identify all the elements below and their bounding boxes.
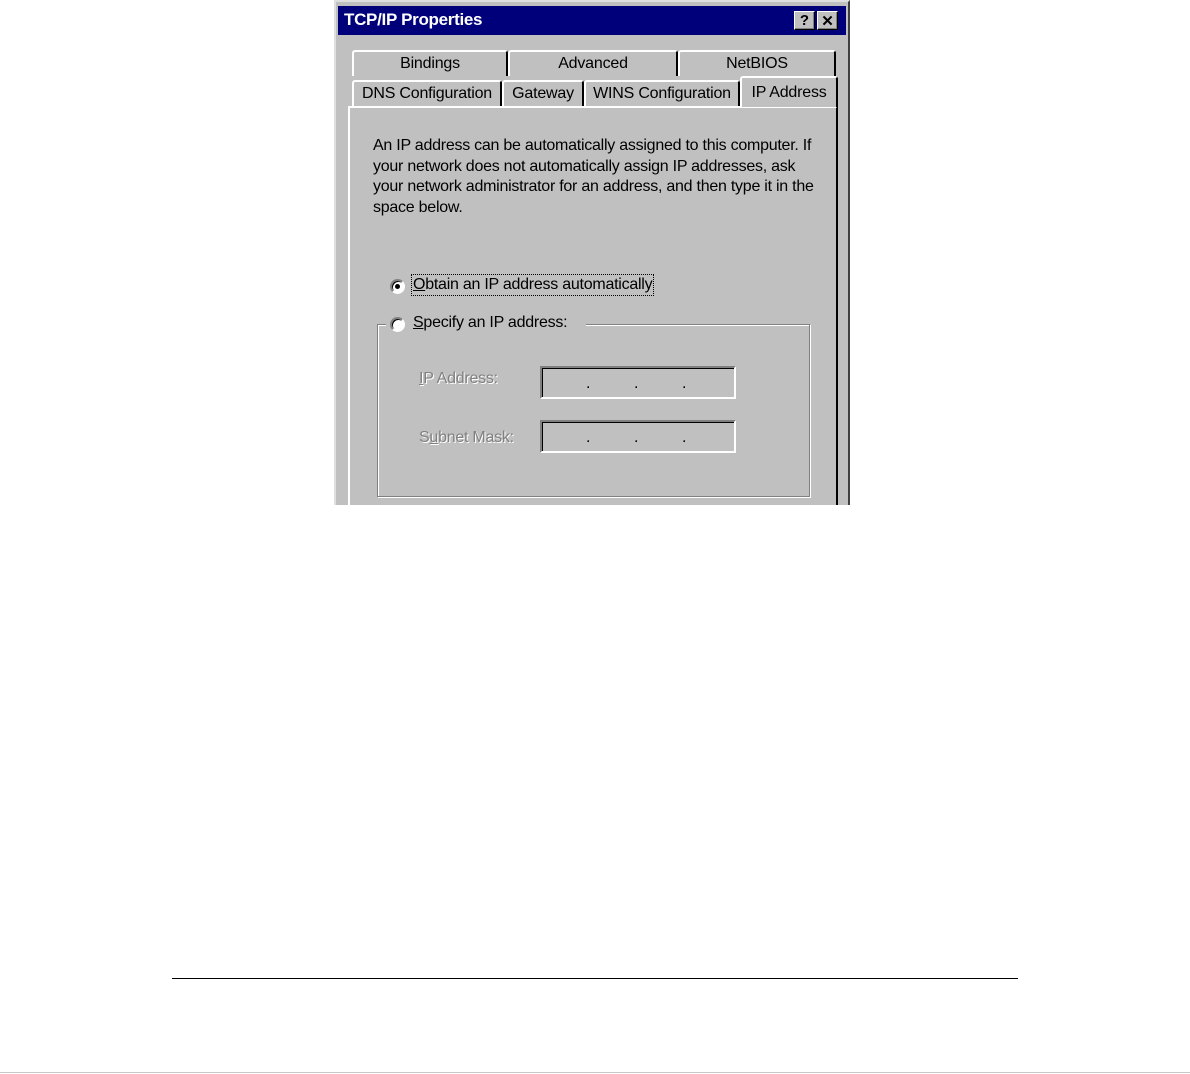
specify-ip-radio[interactable] (390, 317, 405, 332)
specify-ip-groupbox (377, 324, 810, 497)
octet-separator: . (682, 375, 687, 392)
tab-advanced[interactable]: Advanced (508, 50, 678, 76)
help-button[interactable]: ? (794, 11, 815, 30)
horizontal-rule (172, 978, 1018, 979)
obtain-ip-radio[interactable] (390, 279, 405, 294)
radio-selected-dot (395, 284, 400, 289)
octet-separator: . (682, 429, 687, 446)
tcpip-properties-dialog (334, 0, 850, 505)
tab-gateway[interactable]: Gateway (502, 80, 584, 106)
tab-bindings[interactable]: Bindings (352, 50, 508, 76)
tab-wins-configuration[interactable]: WINS Configuration (584, 80, 740, 106)
ip-address-field[interactable] (540, 366, 736, 399)
page-bottom-rule (0, 1072, 1190, 1073)
ip-address-panel (348, 106, 838, 505)
window-title: TCP/IP Properties (344, 10, 483, 29)
ip-description: An IP address can be automatically assigned to this computer. If your network does not automatically assign IP addresses, ask your network administrator for an address, and then type it in the space below. (373, 137, 814, 217)
tab-dns-configuration[interactable]: DNS Configuration (352, 80, 502, 106)
subnet-mask-label: Subnet Mask: (419, 429, 514, 446)
title-bar[interactable] (338, 6, 846, 35)
octet-separator: . (634, 375, 639, 392)
obtain-ip-label[interactable]: Obtain an IP address automatically (413, 276, 653, 293)
close-button[interactable]: ✕ (817, 11, 838, 30)
specify-ip-label[interactable]: Specify an IP address: (413, 314, 568, 331)
octet-separator: . (634, 429, 639, 446)
subnet-mask-field[interactable] (540, 420, 736, 453)
tab-ip-address[interactable]: IP Address (740, 76, 838, 107)
octet-separator: . (586, 429, 591, 446)
tab-netbios[interactable]: NetBIOS (678, 50, 836, 76)
ip-address-label: IP Address: (419, 370, 498, 387)
octet-separator: . (586, 375, 591, 392)
